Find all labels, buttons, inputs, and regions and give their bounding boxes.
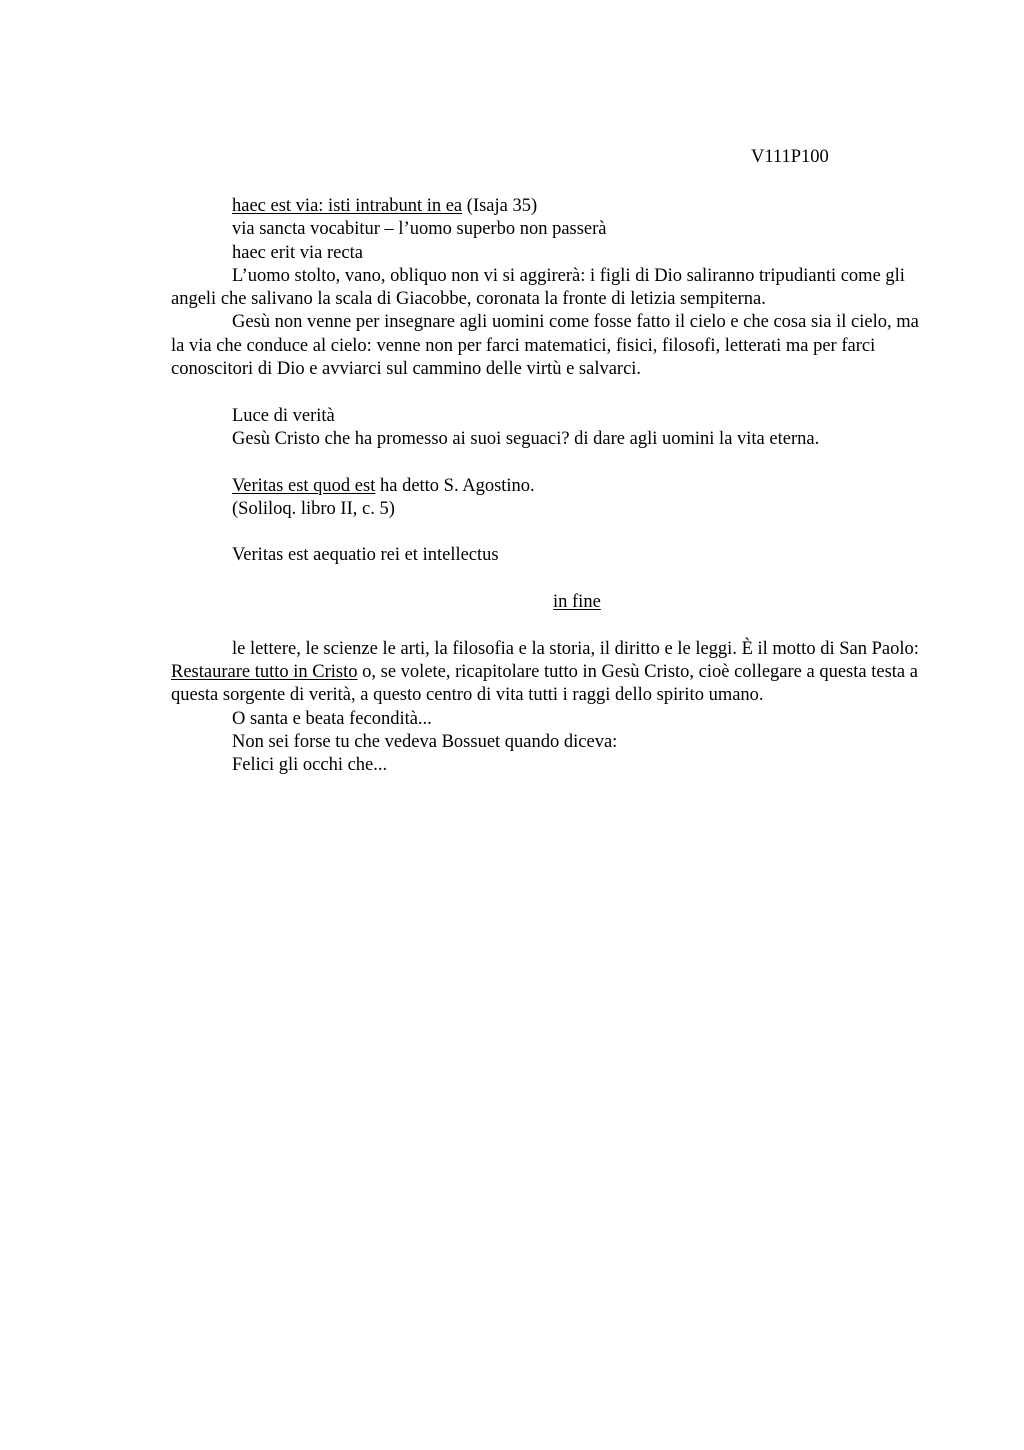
paragraph <box>171 638 931 708</box>
text-line: Gesù Cristo che ha promesso ai suoi seguaci? di dare agli uomini la vita eterna. <box>232 428 820 449</box>
text-line: (Soliloq. libro II, c. 5) <box>232 498 395 519</box>
spacer <box>171 451 931 474</box>
spacer <box>171 568 931 591</box>
underlined-quote: Veritas est quod est <box>232 475 376 496</box>
document-body <box>171 195 931 777</box>
spacer <box>171 381 931 404</box>
text-line: Felici gli occhi che... <box>232 755 388 776</box>
spacer <box>171 614 931 637</box>
paragraph: L’uomo stolto, vano, obliquo non vi si aggirerà: i figli di Dio saliranno tripudianti come gli angeli che salivano la scala di Giacobbe, coronata la fronte di letizia sempiterna. <box>171 265 905 310</box>
underlined-quote: haec est via: isti intrabunt in ea <box>232 196 463 216</box>
text-line: via sancta vocabitur – l’uomo superbo non passerà <box>232 219 607 240</box>
underlined-motto: Restaurare tutto in Cristo <box>171 661 358 682</box>
section-heading <box>171 591 931 614</box>
in-fine-heading: in fine <box>553 592 601 613</box>
attribution: ha detto S. Agostino. <box>375 475 535 496</box>
text-line: haec erit via recta <box>232 242 363 263</box>
text-line: Veritas est aequatio rei et intellectus <box>232 545 499 566</box>
paragraph-end: o, se volete, ricapitolare tutto in Gesù Cristo, cioè collegare a questa testa a questa sorgente di verità, a questo centro di vita tutti i raggi dello spirito umano. <box>171 661 918 706</box>
text-line: Luce di verità <box>232 405 335 426</box>
page-identifier: V111P100 <box>751 147 829 167</box>
text-line: Non sei forse tu che vedeva Bossuet quando diceva: <box>232 731 618 752</box>
text-line <box>171 195 931 218</box>
text-line: O santa e beata fecondità... <box>232 708 432 729</box>
text-line <box>171 475 931 498</box>
spacer <box>171 521 931 544</box>
paragraph-start: le lettere, le scienze le arti, la filosofia e la storia, il diritto e le leggi. È il motto di San Paolo: <box>232 638 919 659</box>
citation: (Isaja 35) <box>462 196 538 216</box>
paragraph: Gesù non venne per insegnare agli uomini come fosse fatto il cielo e che cosa sia il cielo, ma la via che conduce al cielo: venne non per farci matematici, fisici, filosofi, letterati ma per farci conoscitori di Dio e avviarci sul cammino delle virtù e salvarci. <box>171 312 919 380</box>
